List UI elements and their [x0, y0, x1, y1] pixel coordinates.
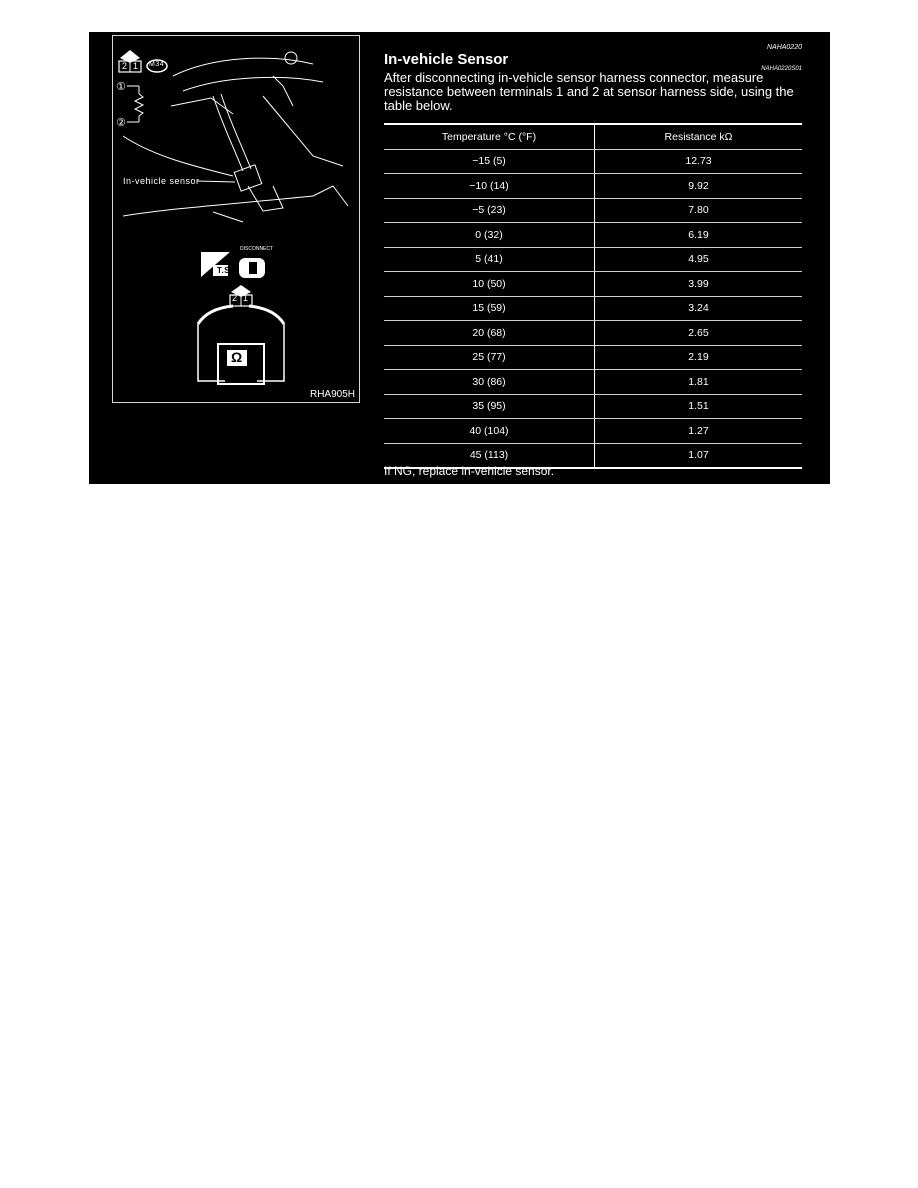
resistance-cell: 7.80 [595, 198, 803, 223]
document-code: NAHA0220 [766, 44, 802, 51]
temperature-cell: 30 (86) [384, 370, 595, 395]
temperature-cell: −5 (23) [384, 198, 595, 223]
temperature-cell: −10 (14) [384, 174, 595, 199]
temperature-cell: 10 (50) [384, 272, 595, 297]
table-row [384, 394, 802, 419]
resistance-cell: 9.92 [595, 174, 803, 199]
ohm-icon: Ω [231, 349, 243, 365]
temperature-cell: 45 (113) [384, 443, 595, 468]
table-row [384, 419, 802, 444]
table-row [384, 296, 802, 321]
document-panel [89, 32, 830, 484]
connector-id: M34 [149, 61, 165, 68]
resistance-cell: 3.99 [595, 272, 803, 297]
table-row [384, 370, 802, 395]
resistance-cell: 3.24 [595, 296, 803, 321]
diagram-drawing [113, 36, 359, 402]
temperature-cell: 25 (77) [384, 345, 595, 370]
resistance-table [384, 123, 802, 469]
table-row [384, 174, 802, 199]
table-row [384, 345, 802, 370]
resistance-cell: 12.73 [595, 149, 803, 174]
footnote: If NG, replace in-vehicle sensor. [384, 464, 555, 478]
test-symbols [201, 252, 265, 278]
table-row [384, 198, 802, 223]
resistance-cell: 4.95 [595, 247, 803, 272]
resistor-symbol [127, 86, 143, 122]
temperature-cell: −15 (5) [384, 149, 595, 174]
resistance-cell: 2.19 [595, 345, 803, 370]
ts-label: T.S [217, 266, 231, 275]
temperature-cell: 40 (104) [384, 419, 595, 444]
resistance-header: Resistance kΩ [595, 124, 803, 149]
disconnect-label: DISCONNECT [240, 246, 274, 252]
resistance-cell: 1.81 [595, 370, 803, 395]
temperature-cell: 35 (95) [384, 394, 595, 419]
subsection-code: NAHA0220S01 [761, 66, 802, 72]
ohmmeter-circuit [198, 285, 284, 384]
ohm-terminal-2: 2 [232, 293, 238, 303]
resistance-cell: 1.07 [595, 443, 803, 468]
temperature-header: Temperature °C (°F) [384, 124, 595, 149]
table-row [384, 272, 802, 297]
temperature-cell: 20 (68) [384, 321, 595, 346]
table-header-row [384, 124, 802, 149]
sensor-diagram [112, 35, 360, 403]
terminal-2-label: 2 [122, 61, 128, 71]
resistance-cell: 6.19 [595, 223, 803, 248]
resistance-cell: 2.65 [595, 321, 803, 346]
resistance-cell: 1.27 [595, 419, 803, 444]
section-title: In-vehicle Sensor [384, 51, 509, 68]
table-row [384, 223, 802, 248]
temperature-cell: 5 (41) [384, 247, 595, 272]
temperature-cell: 15 (59) [384, 296, 595, 321]
table-row [384, 321, 802, 346]
figure-code: RHA905H [309, 389, 355, 400]
table-row [384, 247, 802, 272]
sensor-callout: In-vehicle sensor [123, 176, 200, 186]
pin-2-label: ② [116, 117, 127, 129]
dashboard-sketch [123, 52, 348, 222]
temperature-cell: 0 (32) [384, 223, 595, 248]
pin-1-label: ① [116, 81, 127, 93]
table-row [384, 149, 802, 174]
instruction-text: After disconnecting in-vehicle sensor harness connector, measure resistance between terminals 1 and 2 at sensor harness side, using the table below. [384, 70, 794, 113]
resistance-cell: 1.51 [595, 394, 803, 419]
ohm-terminal-1: 1 [243, 293, 249, 303]
terminal-1-label: 1 [133, 61, 139, 71]
